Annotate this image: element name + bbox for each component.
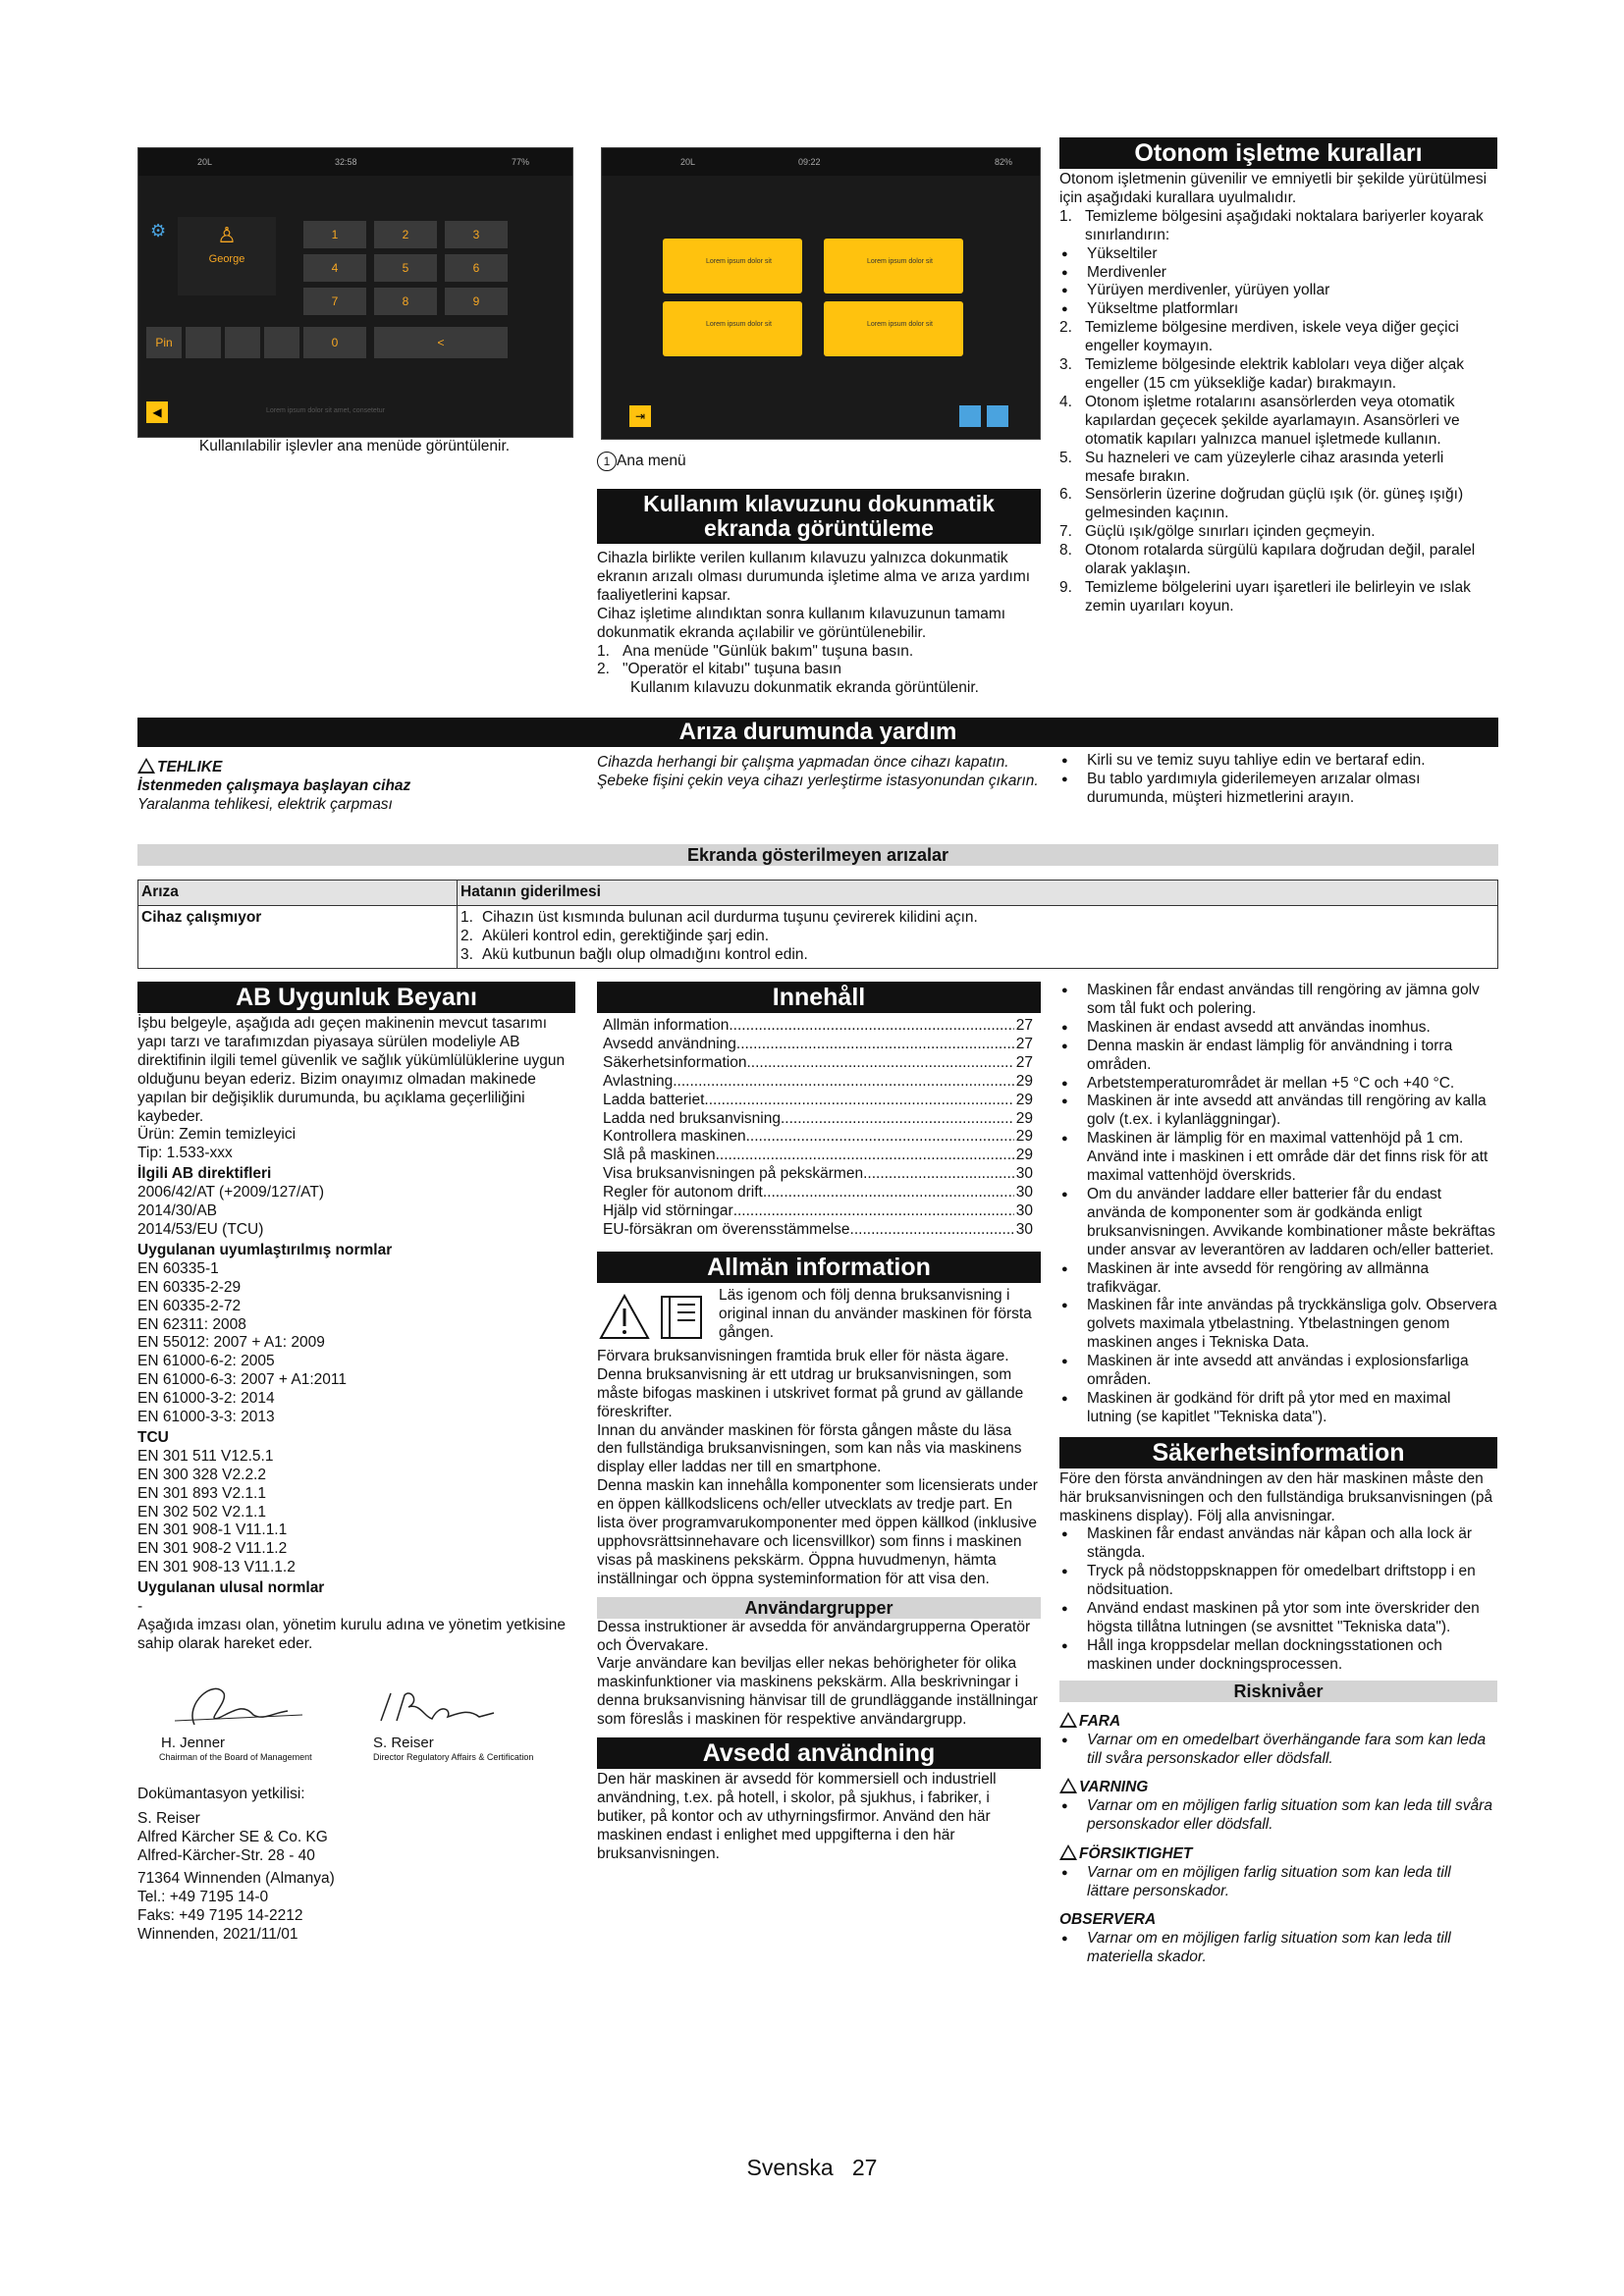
tile-label: Lorem ipsum dolor sit <box>867 258 933 265</box>
rule-item <box>1059 450 1497 487</box>
usage-and-safety <box>1059 982 1497 1967</box>
pin-slot <box>186 327 221 358</box>
toc-item <box>603 1184 1033 1202</box>
risk-text: ● Varnar om en omedelbart överhängande fara som kan leda till svåra personskador eller dödsfall. <box>1059 1732 1497 1769</box>
norm: EN 302 502 V2.1.1 <box>137 1503 266 1521</box>
toc-label: Ladda ned bruksanvisning <box>603 1109 781 1127</box>
section-heading: Kullanım kılavuzunu dokunmatik ekranda görüntüleme <box>597 489 1041 544</box>
fix-item <box>460 909 1494 928</box>
paragraph: Denna bruksanvisning är ett utdrag ur bruksanvisningen, som måste bifogas maskinen i utskrivet format på grund av gällande föreskrifter. <box>597 1365 1024 1420</box>
toc-dots <box>736 1036 1014 1054</box>
toc-page: 27 <box>1015 1017 1033 1034</box>
status-level: 20L <box>197 157 213 167</box>
paragraph: Cihazla birlikte verilen kullanım kılavuzu yalnızca dokunmatik ekranın arızalı olması durumunda işletime alma ve arıza yardımı faaliyetlerini kapsar. <box>597 550 1031 604</box>
risk-text: ● Varnar om en möjligen farlig situation som kan leda till materiella skador. <box>1059 1930 1497 1967</box>
rule-number: 8. <box>1059 542 1072 560</box>
toc-item <box>603 1036 1033 1054</box>
footer-language: Svenska <box>746 2155 834 2180</box>
toc-label: Avlastning <box>603 1072 674 1090</box>
address-line: Faks: +49 7195 14-2212 <box>137 1907 303 1925</box>
status-battery: 82% <box>995 157 1013 167</box>
login-screen-image <box>137 147 573 438</box>
info-icon <box>959 405 981 427</box>
rule-number: 4. <box>1059 393 1072 410</box>
table-cell: Cihaz çalışmıyor <box>138 905 458 968</box>
key-backspace: < <box>374 327 508 358</box>
status-level: 20L <box>680 157 696 167</box>
table-header: Arıza <box>138 881 458 906</box>
toc-label: Säkerhetsinformation <box>603 1053 747 1071</box>
danger-note <box>137 758 575 815</box>
norm: EN 61000-3-2: 2014 <box>137 1390 275 1408</box>
toc-dots <box>746 1128 1014 1147</box>
norm: EN 300 328 V2.2.2 <box>137 1466 266 1483</box>
bullet-item: ● Yürüyen merdivenler, yürüyen yollar <box>1059 282 1497 300</box>
product-line: Ürün: Zemin temizleyici <box>137 1126 297 1144</box>
exit-icon: ⇥ <box>629 405 651 427</box>
tile-label: Lorem ipsum dolor sit <box>867 321 933 328</box>
rule-number: 1. <box>1059 207 1072 225</box>
bullet-item: ● Maskinen får endast användas när kåpan och alla lock är stängda. <box>1059 1525 1497 1563</box>
status-battery: 77% <box>512 157 530 167</box>
norm: EN 301 908-2 V11.1.2 <box>137 1540 288 1558</box>
paragraph: Cihaz işletime alındıktan sonra kullanım kılavuzunun tamamı dokunmatik ekranda açılabilir ve görüntülenebilir. <box>597 605 1006 641</box>
toc-page: 30 <box>1015 1202 1033 1220</box>
toc-label: Regler för autonom drift <box>603 1184 763 1201</box>
paragraph: Den här maskinen är avsedd för kommersiell och industriell användning, t.ex. på hotell, i skolor, på sjukhus, i fabriker, i butiker, på kontor och av uthyrningsfirmor. Använd den här maskinen endast i enlighet med uppgifterna i den här bruksanvisningen. <box>597 1771 997 1862</box>
paragraph: Şebeke fişini çekin veya cihazı yerleştirme istasyonundan çıkarın. <box>597 772 1039 789</box>
rule-text: Otonom işletme rotalarını asansörlerden veya otomatik kapılardan geçecek şekilde ayarlamayın. Asansörleri ve otomatik kapıları yalnızca manuel işletmede kullanın. <box>1085 393 1460 448</box>
key-4: 4 <box>303 254 366 282</box>
bullet-item: ● Kirli su ve temiz suyu tahliye edin ve bertaraf edin. <box>1059 752 1497 771</box>
toc-item <box>603 1092 1033 1110</box>
rule-item <box>1059 394 1497 450</box>
toc-dots <box>863 1165 1014 1184</box>
address-line: Winnenden, 2021/11/01 <box>137 1926 298 1944</box>
gear-icon: ⚙ <box>150 221 167 240</box>
caption-text: Ana menü <box>617 453 686 469</box>
norm: EN 61000-6-3: 2007 + A1:2011 <box>137 1371 348 1389</box>
toc-label: Hjälp vid störningar <box>603 1202 733 1220</box>
signer-name: H. Jenner <box>161 1734 226 1751</box>
warning-triangle-icon <box>1059 1844 1077 1860</box>
norm: EN 60335-1 <box>137 1259 219 1277</box>
table-header-row <box>138 881 1498 906</box>
paragraph: Aşağıda imzası olan, yönetim kurulu adına ve yönetim yetkisine sahip olarak hareket eder. <box>137 1617 566 1652</box>
pin-field: Pin <box>146 327 182 358</box>
status-bar <box>138 148 572 176</box>
rule-text: Temizleme bölgesinde elektrik kabloları veya diğer alçak engeller (15 cm yüksekliğe kadar) bırakmayın. <box>1085 356 1464 392</box>
rule-number: 6. <box>1059 486 1072 504</box>
subheading: Uygulanan uyumlaştırılmış normlar <box>137 1241 393 1258</box>
national-norm: - <box>137 1598 143 1616</box>
subheading: Uygulanan ulusal normlar <box>137 1579 325 1597</box>
rule-text: Otonom rotalarda sürgülü kapılara doğrudan değil, paralel olarak yaklaşın. <box>1085 542 1476 578</box>
rule-item <box>1059 579 1497 616</box>
paragraph: Innan du använder maskinen för första gången måste du läsa den fullständiga bruksanvisningen, som kan nås via maskinens display eller laddas ner till en smartphone. <box>597 1421 1022 1476</box>
risk-label <box>1059 1778 1497 1797</box>
menu-tile <box>663 301 802 356</box>
callout-number: 1 <box>597 452 617 471</box>
step-number: 1. <box>597 642 610 660</box>
manual-book-icon <box>656 1293 711 1342</box>
user-tile <box>178 217 276 295</box>
bullet-item: ● Bu tablo yardımıyla giderilemeyen arızalar olması durumunda, müşteri hizmetlerini arayın. <box>1059 771 1497 808</box>
bullet-item: ● Maskinen får inte användas på tryckkänsliga golv. Observera golvets maximala ytbelastning. Ytbelastningen genom maskinen anges i Tekniska Data. <box>1059 1297 1497 1353</box>
subsection-heading: Användargrupper <box>597 1597 1041 1619</box>
signer-name: S. Reiser <box>373 1734 434 1751</box>
toc-page: 29 <box>1015 1109 1033 1127</box>
toc-dots <box>781 1110 1014 1129</box>
bullet-item: ● Maskinen är godkänd för drift på ytor med en maximal lutning (se kapitlet "Tekniska data"). <box>1059 1390 1497 1427</box>
paragraph: Före den första användningen av den här maskinen måste den här bruksanvisningen och den fullständiga bruksanvisningen (på maskinens display). Följ alla anvisningar. <box>1059 1469 1493 1524</box>
toc-item <box>603 1128 1033 1147</box>
address-line: Alfred Kärcher SE & Co. KG <box>137 1828 328 1845</box>
risk-label-text: VARNING <box>1079 1779 1149 1796</box>
toc-dots <box>704 1092 1013 1110</box>
toc-dots <box>716 1147 1014 1165</box>
paragraph: Cihazda herhangi bir çalışma yapmadan önce cihazı kapatın. <box>597 754 1009 771</box>
fault-mid-text <box>597 754 1041 791</box>
paragraph: İşbu belgeyle, aşağıda adı geçen makinenin mevcut tasarımı yapı tarzı ve tarafımızdan piyasaya sürülen modeliyle AB direktifinin ilgili temel güvenlik ve sağlık yükümlülüklerine uygun olduğunu beyan ederiz. Bizim onayımız olmadan makinede yapılan bir değişiklik durumunda, bu açıklama geçerliliğini kaybeder. <box>137 1015 566 1125</box>
risk-label <box>1059 1844 1497 1864</box>
norm: EN 301 908-1 V11.1.1 <box>137 1522 288 1539</box>
toc-page: 29 <box>1015 1128 1033 1146</box>
norm: EN 301 893 V2.1.1 <box>137 1484 266 1502</box>
toc-page: 29 <box>1015 1147 1033 1164</box>
tile-label: Lorem ipsum dolor sit <box>706 258 772 265</box>
toc <box>597 1013 1041 1240</box>
step <box>597 661 1041 679</box>
fix-text: Aküleri kontrol edin, gerektiğinde şarj edin. <box>482 927 770 944</box>
status-time: 32:58 <box>335 157 357 167</box>
bullet-item: ● Maskinen är inte avsedd att användas i explosionsfarliga områden. <box>1059 1353 1497 1390</box>
toc-page: 29 <box>1015 1091 1033 1108</box>
bullet-item: ● Yükseltiler <box>1059 245 1497 264</box>
read-manual-note <box>597 1287 1041 1348</box>
menu-tile <box>824 239 963 294</box>
key-9: 9 <box>445 288 508 315</box>
norm: EN 61000-3-3: 2013 <box>137 1409 275 1426</box>
step <box>597 643 1041 662</box>
type-line: Tip: 1.533-xxx <box>137 1145 233 1162</box>
rule-text: Temizleme bölgesine merdiven, iskele veya diğer geçici engeller koymayın. <box>1085 319 1459 355</box>
signer-role: Director Regulatory Affairs & Certification <box>373 1751 534 1762</box>
step-result: Kullanım kılavuzu dokunmatik ekranda görüntülenir. <box>630 679 979 697</box>
paragraph: Otonom işletmenin güvenilir ve emniyetli bir şekilde yürütülmesi için aşağıdaki kurallara uyulmalıdır. <box>1059 171 1488 206</box>
fix-number: 3. <box>460 945 473 963</box>
rule-item <box>1059 523 1497 542</box>
user-icon: ♙ <box>217 223 237 247</box>
rule-text: Temizleme bölgesini aşağıdaki noktalara bariyerler koyarak sınırlandırın: <box>1085 207 1484 243</box>
pin-slot <box>264 327 299 358</box>
key-5: 5 <box>374 254 437 282</box>
toc-dots <box>729 1017 1013 1036</box>
bullet-item: ● Maskinen är inte avsedd för rengöring av allmänna trafikvägar. <box>1059 1260 1497 1298</box>
bullet-item: ● Håll inga kroppsdelar mellan dockningsstationen och maskinen under dockningsprocessen. <box>1059 1637 1497 1675</box>
toc-page: 30 <box>1015 1220 1033 1238</box>
danger-label: TEHLIKE <box>157 759 223 775</box>
norm: EN 301 511 V12.5.1 <box>137 1447 274 1465</box>
rule-number: 9. <box>1059 578 1072 596</box>
rule-item <box>1059 542 1497 579</box>
toc-label: Avsedd användning <box>603 1035 736 1052</box>
subsection-heading: Ekranda gösterilmeyen arızalar <box>137 844 1498 866</box>
rule-text: Güçlü ışık/gölge sınırları içinden geçmeyin. <box>1085 523 1376 541</box>
screen1-caption: Kullanılabilir işlevler ana menüde görüntülenir. <box>198 438 511 454</box>
norm: EN 60335-2-29 <box>137 1278 242 1296</box>
subheading: TCU <box>137 1428 169 1446</box>
toc-item <box>603 1054 1033 1073</box>
warning-triangle-icon <box>137 758 155 774</box>
rule-item <box>1059 486 1497 523</box>
settings-icon <box>987 405 1008 427</box>
page-number: 27 <box>851 2155 878 2180</box>
fix-text: Akü kutbunun bağlı olup olmadığını kontrol edin. <box>482 945 808 963</box>
toc-label: Kontrollera maskinen <box>603 1128 746 1146</box>
warning-triangle-icon <box>1059 1712 1077 1728</box>
fix-text: Cihazın üst kısmında bulunan acil durdurma tuşunu çevirerek kilidini açın. <box>482 908 978 926</box>
ab-declaration <box>137 982 575 1945</box>
toc-label: EU-försäkran om överensstämmelse <box>603 1220 850 1238</box>
toc-label: Visa bruksanvisningen på pekskärmen <box>603 1165 864 1183</box>
norm: EN 61000-6-2: 2005 <box>137 1353 275 1370</box>
step-text: Ana menüde "Günlük bakım" tuşuna basın. <box>623 642 914 660</box>
bullet-item: ● Maskinen är lämplig för en maximal vattenhöjd på 1 cm. Använd inte i maskinen i ett område där det finns risk för att maximal vattenhöjd överskrids. <box>1059 1130 1497 1186</box>
section-heading: Säkerhetsinformation <box>1059 1437 1497 1468</box>
fix-number: 2. <box>460 927 473 944</box>
fix-number: 1. <box>460 908 473 926</box>
norm: EN 301 908-13 V11.1.2 <box>137 1559 296 1576</box>
key-3: 3 <box>445 221 508 248</box>
rule-number: 7. <box>1059 523 1072 541</box>
risk-text: ● Varnar om en möjligen farlig situation som kan leda till lättare personskador. <box>1059 1864 1497 1901</box>
key-6: 6 <box>445 254 508 282</box>
status-bar <box>602 148 1040 176</box>
toc-page: 30 <box>1015 1165 1033 1183</box>
screen2-caption <box>597 452 686 471</box>
fix-item <box>460 946 1494 965</box>
bullet-item: ● Maskinen är endast avsedd att användas inomhus. <box>1059 1019 1497 1038</box>
bullet-item: ● Om du använder laddare eller batterier får du endast använda de komponenter som är godkända enligt bruksanvisningen. Avvikande kombinationer måste bekräftas under ansvar av leverantören av laddaren och/eller batteriet. <box>1059 1186 1497 1260</box>
toc-dots <box>733 1202 1014 1221</box>
key-1: 1 <box>303 221 366 248</box>
bullet-item: ● Tryck på nödstoppsknappen för omedelbart driftstopp i en nödsituation. <box>1059 1563 1497 1600</box>
section-heading: Innehåll <box>597 982 1041 1013</box>
status-time: 09:22 <box>798 157 821 167</box>
section-heading: Otonom işletme kuralları <box>1059 137 1497 169</box>
address-line: Alfred-Kärcher-Str. 28 - 40 <box>137 1846 315 1864</box>
risk-label-text: FARA <box>1079 1712 1121 1730</box>
section-heading: AB Uygunluk Beyanı <box>137 982 575 1013</box>
toc-dots <box>746 1054 1013 1073</box>
toc-item <box>603 1073 1033 1092</box>
paragraph: Varje användare kan beviljas eller nekas behörigheter för olika maskinfunktioner via maskinens pekskärm. Alla beskrivningar i denna bruksanvisning hänvisar till de grundläggande inställningar som föreslås i maskinen för respektive användargrupp. <box>597 1655 1038 1729</box>
toc-page: 27 <box>1015 1053 1033 1071</box>
menu-tile <box>824 301 963 356</box>
key-0: 0 <box>303 327 366 358</box>
table-header: Hatanın giderilmesi <box>458 881 1498 906</box>
norm: EN 62311: 2008 <box>137 1315 246 1333</box>
toc-item <box>603 1202 1033 1221</box>
toc-page: 29 <box>1015 1072 1033 1090</box>
rule-item <box>1059 319 1497 356</box>
toc-item <box>603 1017 1033 1036</box>
signer-role: Chairman of the Board of Management <box>159 1751 312 1762</box>
rule-text: Sensörlerin üzerine doğrudan güçlü ışık (ör. güneş ışığı) gelmesinden kaçının. <box>1085 486 1464 522</box>
content-column <box>597 982 1041 1864</box>
toc-dots <box>673 1073 1014 1092</box>
tile-label: Lorem ipsum dolor sit <box>706 321 772 328</box>
norm: EN 55012: 2007 + A1: 2009 <box>137 1334 325 1352</box>
norm: EN 60335-2-72 <box>137 1297 242 1314</box>
footer-text: Lorem ipsum dolor sit amet, consetetur <box>266 407 385 414</box>
subheading: İlgili AB direktifleri <box>137 1165 272 1183</box>
rule-number: 2. <box>1059 319 1072 337</box>
page-footer <box>0 2154 1624 2181</box>
bullet-item: ● Använd endast maskinen på ytor som inte överskrider den högsta tillåtna lutningen (se avsnittet "Tekniska data"). <box>1059 1600 1497 1637</box>
toc-label: Slå på maskinen <box>603 1147 716 1164</box>
rule-text: Su hazneleri ve cam yüzeylerle cihaz arasında yeterli mesafe bırakın. <box>1085 449 1444 485</box>
toc-label: Ladda batteriet <box>603 1091 705 1108</box>
step-text: "Operatör el kitabı" tuşuna basın <box>623 661 841 678</box>
risk-label <box>1059 1712 1497 1732</box>
table-cell <box>458 905 1498 968</box>
toc-page: 30 <box>1015 1184 1033 1201</box>
bullet-item: ● Yükseltme platformları <box>1059 300 1497 319</box>
subsection-heading: Risknivåer <box>1059 1681 1497 1702</box>
directive: 2014/30/AB <box>137 1202 218 1220</box>
address-line: Tel.: +49 7195 14-0 <box>137 1889 269 1906</box>
bullet-item: ● Merdivenler <box>1059 264 1497 283</box>
key-2: 2 <box>374 221 437 248</box>
address-line: S. Reiser <box>137 1809 200 1827</box>
paragraph: Förvara bruksanvisningen framtida bruk eller för nästa ägare. <box>597 1347 1009 1364</box>
paragraph: Denna maskin kan innehålla komponenter som licensierats under en öppen källkodslicens och/eller utvecklats av tredje part. En lista över programvarukomponenter med öppen källkod (inklusive upphovsrättsinnehavare och licensvillkor) som finns i maskinen visas på maskinens pekskärm. Öppna huvudmenyn, hämta inställningar och öppna systeminformation för att visa den. <box>597 1477 1038 1587</box>
fault-table <box>137 880 1498 969</box>
signature-reiser-image <box>371 1674 518 1733</box>
fix-item <box>460 928 1494 946</box>
key-7: 7 <box>303 288 366 315</box>
signatures <box>137 1654 575 1782</box>
bullet-item: ● Arbetstemperaturområdet är mellan +5 °C och +40 °C. <box>1059 1075 1497 1094</box>
rule-number: 5. <box>1059 449 1072 466</box>
bullet-item: ● Denna maskin är endast lämplig för användning i torra områden. <box>1059 1038 1497 1075</box>
address-line: 71364 Winnenden (Almanya) <box>137 1870 335 1888</box>
toc-item <box>603 1147 1033 1165</box>
step-number: 2. <box>597 661 610 678</box>
danger-label-row <box>137 758 575 777</box>
section-heading: Avsedd användning <box>597 1737 1041 1769</box>
signature-jenner-image <box>165 1674 312 1733</box>
bullet-item: ● Maskinen får endast användas till rengöring av jämna golv som tål fukt och polering. <box>1059 982 1497 1019</box>
risk-label: OBSERVERA <box>1059 1910 1157 1928</box>
rule-item <box>1059 356 1497 394</box>
fault-help-heading: Arıza durumunda yardım <box>137 718 1498 747</box>
main-menu-screen-image <box>601 147 1041 440</box>
pin-slot <box>225 327 260 358</box>
toc-item <box>603 1221 1033 1240</box>
user-name: George <box>208 252 245 265</box>
section-heading: Allmän information <box>597 1252 1041 1283</box>
toc-label: Allmän information <box>603 1017 730 1034</box>
auto-rules-section <box>1059 137 1497 616</box>
key-8: 8 <box>374 288 437 315</box>
toc-item <box>603 1165 1033 1184</box>
menu-tile <box>663 239 802 294</box>
danger-title: İstenmeden çalışmaya başlayan cihaz <box>137 776 411 794</box>
danger-text: Yaralanma tehlikesi, elektrik çarpması <box>137 795 393 813</box>
table-row <box>138 905 1498 968</box>
fault-right-bullets <box>1059 752 1497 808</box>
warning-triangle-icon <box>599 1293 650 1342</box>
bullet-item: ● Maskinen är inte avsedd att användas till rengöring av kalla golv (t.ex. i kylanläggningar). <box>1059 1093 1497 1130</box>
rule-text: Temizleme bölgelerini uyarı işaretleri ile belirleyin ve ıslak zemin uyarıları koyun. <box>1085 578 1471 614</box>
read-manual-text: Läs igenom och följ denna bruksanvisning i original innan du använder maskinen för första gången. <box>719 1286 1032 1341</box>
back-icon: ◀ <box>146 401 168 423</box>
toc-dots <box>763 1184 1014 1202</box>
toc-dots <box>850 1221 1014 1240</box>
manual-section <box>597 489 1041 698</box>
warning-triangle-icon <box>1059 1778 1077 1793</box>
risk-label-text: FÖRSIKTIGHET <box>1079 1845 1193 1863</box>
risk-text: ● Varnar om en möjligen farlig situation som kan leda till svåra personskador eller dödsfall. <box>1059 1797 1497 1835</box>
directive: 2006/42/AT (+2009/127/AT) <box>137 1184 325 1201</box>
rule-item <box>1059 208 1497 245</box>
rule-number: 3. <box>1059 356 1072 374</box>
toc-page: 27 <box>1015 1035 1033 1052</box>
directive: 2014/53/EU (TCU) <box>137 1220 264 1238</box>
doc-title: Dokümantasyon yetkilisi: <box>137 1785 305 1802</box>
paragraph: Dessa instruktioner är avsedda för användargrupperna Operatör och Övervakare. <box>597 1618 1031 1654</box>
read-manual-icons <box>599 1291 715 1344</box>
toc-item <box>603 1110 1033 1129</box>
